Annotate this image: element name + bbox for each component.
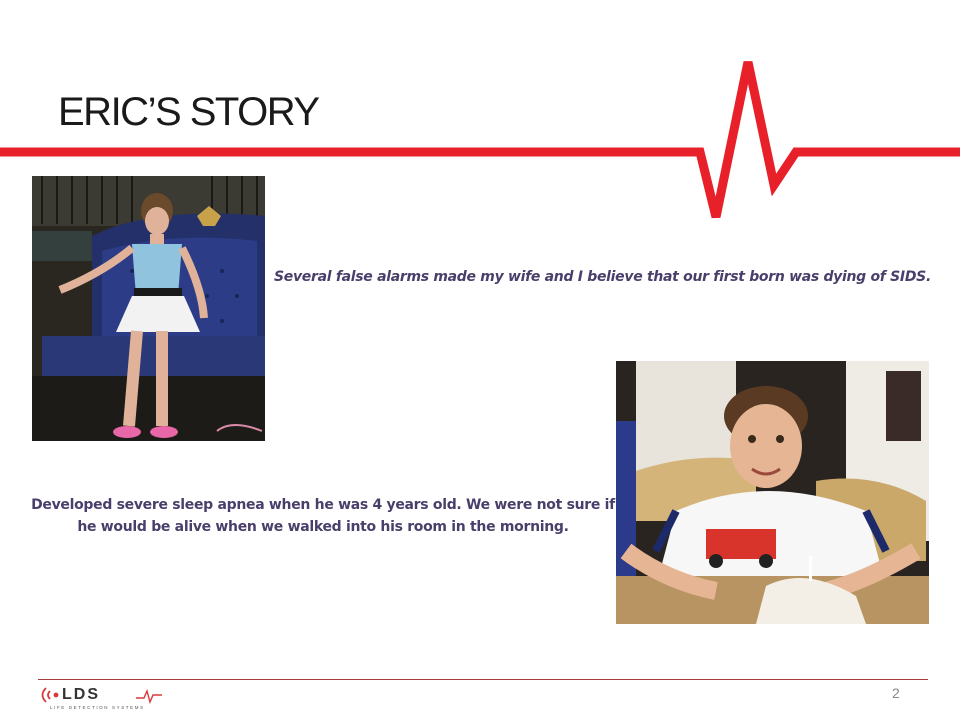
- logo-tagline: LIFE DETECTION SYSTEMS: [50, 705, 145, 710]
- caption-sleep-apnea: Developed severe sleep apnea when he was 4 years old. We were not sure if he would be alive when we walked into his room in the morning.: [31, 497, 615, 535]
- heartbeat-icon: [136, 688, 162, 704]
- page-number: 2: [892, 685, 900, 701]
- photo-girl-on-couch: [32, 176, 265, 441]
- wifi-signal-icon: [40, 686, 62, 704]
- logo-wordmark: LDS: [62, 686, 100, 703]
- photo-boy-birthday: [616, 361, 929, 624]
- footer-divider: [38, 679, 928, 680]
- caption-false-alarms: Several false alarms made my wife and I believe that our first born was dying of SIDS.: [274, 269, 931, 285]
- slide-title: ERIC’S STORY: [58, 90, 319, 134]
